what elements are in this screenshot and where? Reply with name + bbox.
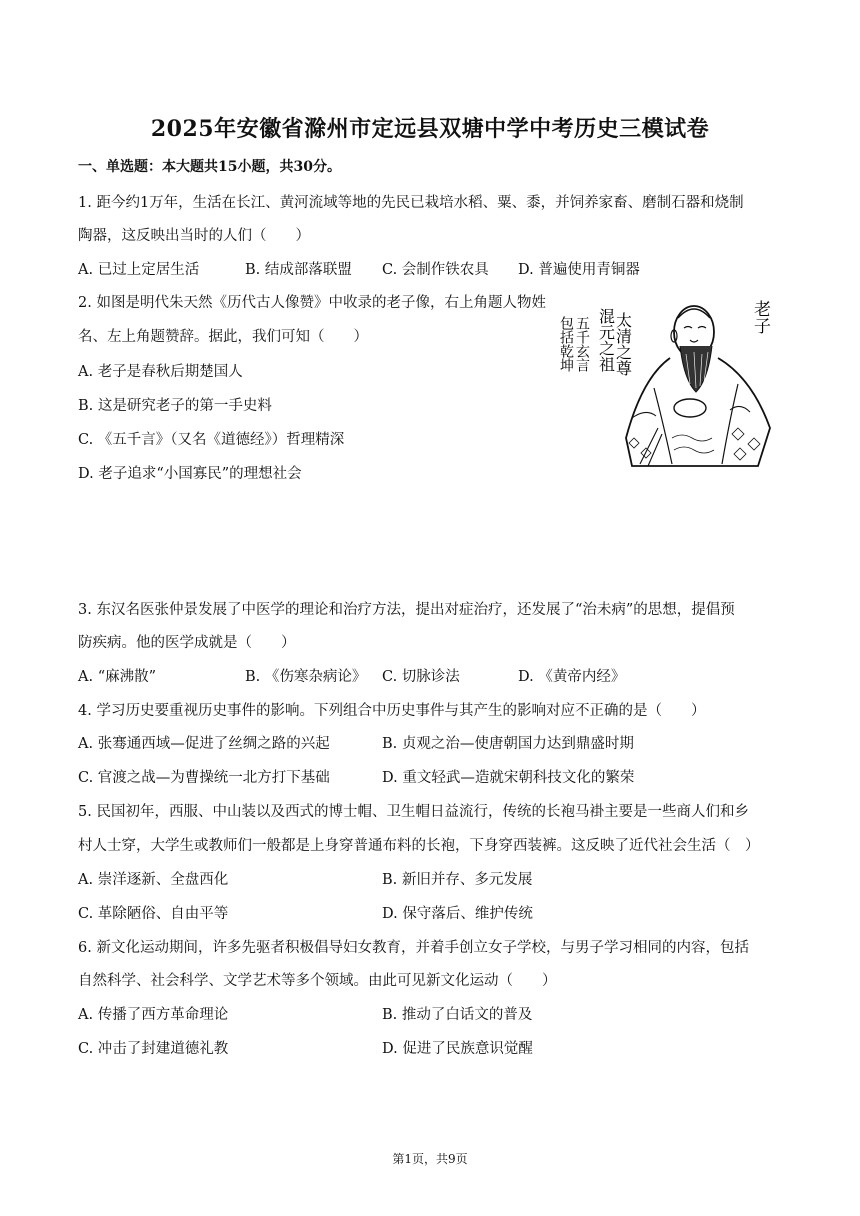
laozi-portrait-figure [558,288,784,470]
question-2-option-b: B. 这是研究老子的第一手史料 [78,398,272,414]
question-5-option-c: C. 革除陋俗、自由平等 [78,906,229,922]
inscription-column-4: 包括乾坤 [558,316,574,372]
question-6-line-2: 自然科学、社会科学、文学艺术等多个领域。由此可见新文化运动（ ） [78,973,557,989]
question-1-option-c: C. 会制作铁农具 [382,262,489,278]
question-4-option-b: B. 贞观之治—使唐朝国力达到鼎盛时期 [382,736,634,752]
exam-title: 2025年安徽省滁州市定远县双塘中学中考历史三模试卷 [150,116,710,142]
name-label: 老子 [750,300,770,334]
question-3-option-a: A. “麻沸散” [78,669,157,685]
question-2-option-a: A. 老子是春秋后期楚国人 [78,364,243,380]
question-3-line-1: 3. 东汉名医张仲景发展了中医学的理论和治疗方法，提出对症治疗，还发展了“治未病”的思想，提倡预 [78,602,735,618]
question-5-option-d: D. 保守落后、维护传统 [382,906,533,922]
question-3-option-b: B. 《伤寒杂病论》 [245,669,367,685]
question-2-option-c: C. 《五千言》（又名《道德经》）哲理精深 [78,432,345,448]
question-3-option-c: C. 切脉诊法 [382,669,460,685]
question-4-option-c: C. 官渡之战—为曹操统一北方打下基础 [78,770,330,786]
laozi-portrait-image [558,288,784,470]
question-2-line-2: 名、左上角题赞辞。据此，我们可知（ ） [78,329,368,345]
inscription-column-2: 太清之尊 [613,312,633,376]
question-5-option-b: B. 新旧并存、多元发展 [382,872,533,888]
section-heading: 一、单选题：本大题共15小题，共30分。 [78,159,341,175]
question-1-line-2: 陶器，这反映出当时的人们（ ） [78,228,310,244]
question-6-option-a: A. 传播了西方革命理论 [78,1007,229,1023]
question-5-line-1: 5. 民国初年，西服、中山装以及西式的博士帽、卫生帽日益流行，传统的长袍马褂主要是一些商人们和乡 [78,804,749,820]
inscription-column-3: 五千玄言 [574,316,590,372]
question-6-option-b: B. 推动了白话文的普及 [382,1007,533,1023]
question-6-option-c: C. 冲击了封建道德礼教 [78,1041,229,1057]
question-4-option-a: A. 张骞通西域—促进了丝绸之路的兴起 [78,736,330,752]
question-5-option-a: A. 崇洋逐新、全盘西化 [78,872,229,888]
question-4-line-1: 4. 学习历史要重视历史事件的影响。下列组合中历史事件与其产生的影响对应不正确的是（ ） [78,703,706,719]
question-2-line-1: 2. 如图是明代朱天然《历代古人像赞》中收录的老子像，右上角题人物姓 [78,295,546,311]
question-1-option-b: B. 结成部落联盟 [245,262,352,278]
question-1-option-d: D. 普遍使用青铜器 [518,262,640,278]
question-6-line-1: 6. 新文化运动期间，许多先驱者积极倡导妇女教育，并着手创立女子学校，与男子学习相同的内容，包括 [78,940,749,956]
question-4-option-d: D. 重文轻武—造就宋朝科技文化的繁荣 [382,770,635,786]
inscription-column-1: 混元之祖 [596,308,616,372]
question-5-line-2: 村人士穿，大学生或教师们一般都是上身穿普通布料的长袍，下身穿西装裤。这反映了近代社会生活（ ） [78,838,760,854]
question-6-option-d: D. 促进了民族意识觉醒 [382,1041,533,1057]
question-3-option-d: D. 《黄帝内经》 [518,669,626,685]
question-3-line-2: 防疾病。他的医学成就是（ ） [78,635,296,651]
question-1-option-a: A. 已过上定居生活 [78,262,200,278]
question-1-line-1: 1. 距今约1万年，生活在长江、黄河流域等地的先民已栽培水稻、粟、黍，并饲养家畜、磨制石器和烧制 [78,195,744,211]
question-2-option-d: D. 老子追求“小国寡民”的理想社会 [78,466,302,482]
page-footer: 第1页，共9页 [392,1152,468,1166]
